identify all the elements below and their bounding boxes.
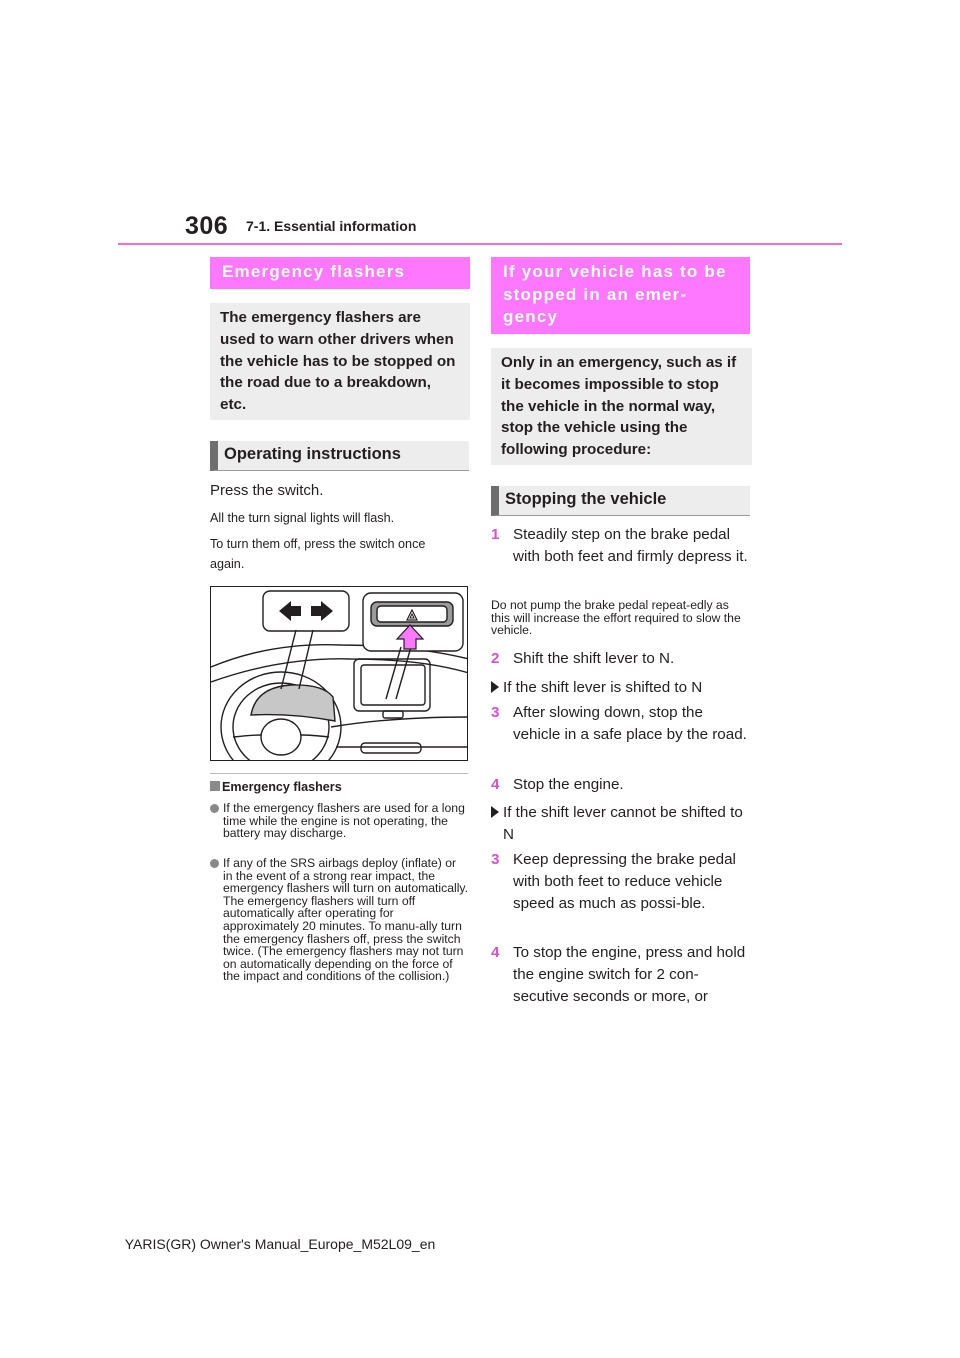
case-cannot-shift <box>491 802 753 846</box>
intro-box-left: The emergency flashers are used to warn other drivers when the vehicle has to be stopped on the road due to a breakdown, etc. <box>210 303 470 420</box>
triangle-bullet-icon <box>491 806 499 818</box>
step-3b <box>491 849 753 914</box>
info-title-text: Emergency flashers <box>222 780 342 794</box>
info-bullet-1-text: If the emergency flashers are used for a long time while the engine is not operating, the battery may discharge. <box>223 801 465 841</box>
step-2 <box>491 648 753 670</box>
info-bullet-2-text: If any of the SRS airbags deploy (inflate) or in the event of a strong rear impact, the emergency flashers will turn on automatically. The emergency flashers will turn off automatically after operating for approximately 20 minutes. To manu-ally turn the emergency flashers off, press the switch twice. (The emergency flashers may not turn on automatically depending on the force of the impact and conditions of the collision.) <box>223 856 468 984</box>
heading-emergency-stop: If your vehicle has to be stopped in an emer-gency <box>491 257 750 334</box>
press-switch-text: Press the switch. <box>210 482 324 499</box>
square-bullet-icon <box>210 781 220 791</box>
case-2-text: If the shift lever cannot be shifted to N <box>503 804 743 843</box>
step-2-text: Shift the shift lever to N. <box>513 650 675 667</box>
step-1 <box>491 524 753 568</box>
step-4b-text: To stop the engine, press and hold the engine switch for 2 con-secutive seconds or more, or <box>513 944 746 1005</box>
note-flash: All the turn signal lights will flash. <box>210 511 395 525</box>
page-number: 306 <box>185 212 229 240</box>
heading-emergency-flashers: Emergency flashers <box>210 257 470 289</box>
step-4a <box>491 774 753 796</box>
header-rule <box>118 243 842 245</box>
case-1-text: If the shift lever is shifted to N <box>503 679 703 696</box>
case-shift-to-n <box>491 677 753 699</box>
step-4b <box>491 942 753 1007</box>
circle-bullet-icon <box>210 804 219 813</box>
intro-box-right: Only in an emergency, such as if it becomes impossible to stop the vehicle in the normal way, stop the vehicle using the following procedure: <box>491 348 752 465</box>
footer-text: YARIS(GR) Owner's Manual_Europe_M52L09_en <box>124 1236 436 1252</box>
subheading-operating-instructions: Operating instructions <box>210 441 469 471</box>
hazard-switch-diagram <box>211 587 468 761</box>
step-3a <box>491 702 753 746</box>
triangle-bullet-icon <box>491 681 499 693</box>
subheading-stopping-vehicle: Stopping the vehicle <box>491 486 750 516</box>
step-3a-text: After slowing down, stop the vehicle in a safe place by the road. <box>513 704 747 743</box>
note-turn-off: To turn them off, press the switch once again. <box>210 537 426 571</box>
info-bullet-2 <box>210 857 468 983</box>
step-3b-text: Keep depressing the brake pedal with both feet to reduce vehicle speed as much as possi-ble. <box>513 851 736 912</box>
step-number: 2 <box>491 650 500 667</box>
step-number: 1 <box>491 526 500 543</box>
step-number: 3 <box>491 704 500 721</box>
step-number: 3 <box>491 851 500 868</box>
dashboard-illustration <box>210 586 468 761</box>
info-title <box>210 780 468 794</box>
step-1-text: Steadily step on the brake pedal with both feet and firmly depress it. <box>513 526 748 565</box>
circle-bullet-icon <box>210 859 219 868</box>
info-bullet-1 <box>210 802 468 840</box>
footer <box>0 1236 960 1252</box>
step-number: 4 <box>491 776 500 793</box>
section-title: 7-1. Essential information <box>246 218 417 234</box>
step-1-note: Do not pump the brake pedal repeat-edly as this will increase the effort required to slow the vehicle. <box>491 598 741 638</box>
step-number: 4 <box>491 944 500 961</box>
divider <box>210 773 468 774</box>
step-4a-text: Stop the engine. <box>513 776 624 793</box>
